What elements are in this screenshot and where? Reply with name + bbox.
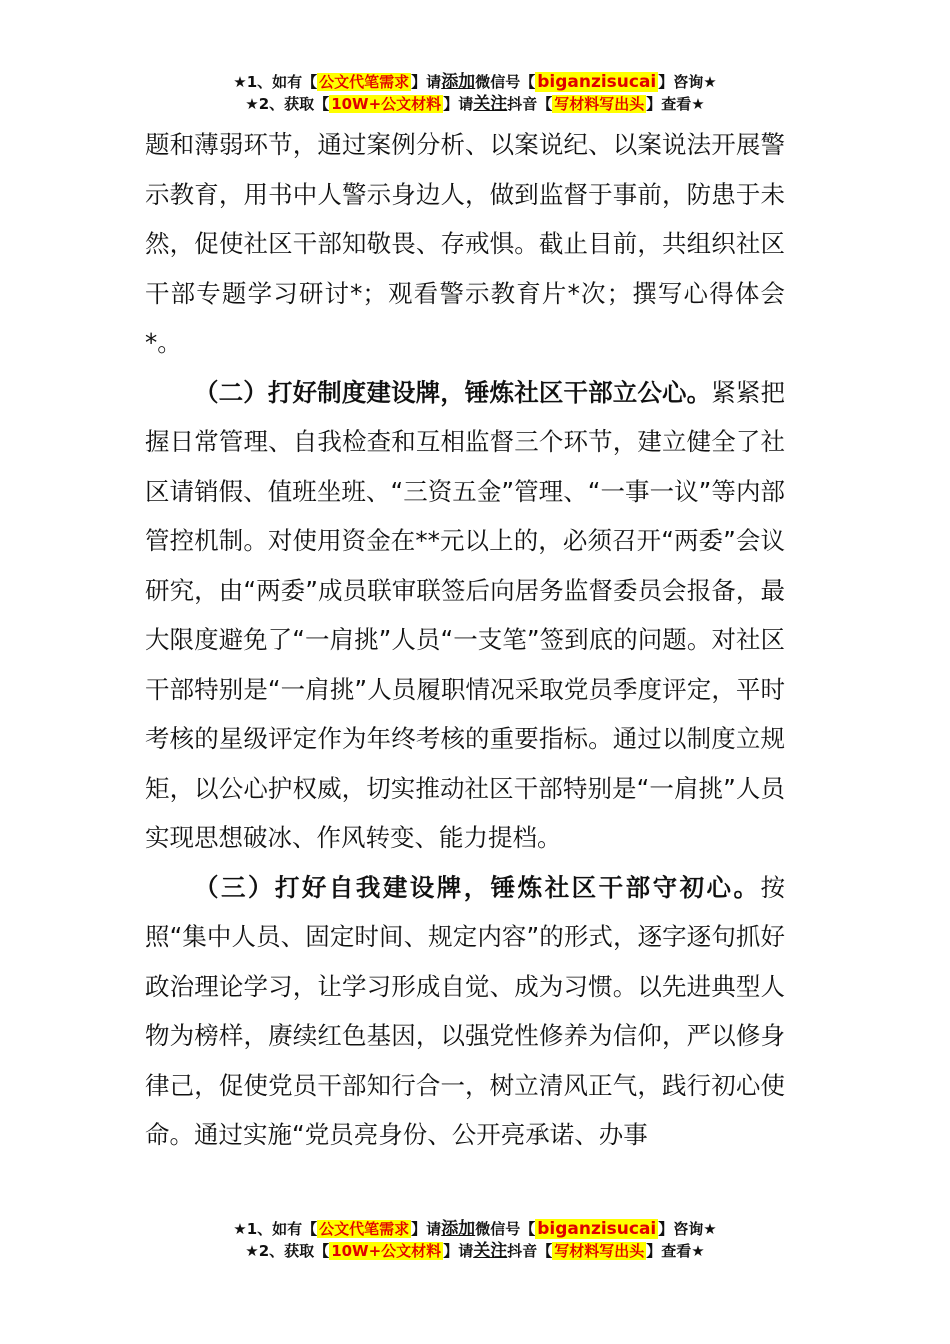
banner-text: 抖音【 [507, 1242, 553, 1260]
banner-underlined: 关注 [473, 94, 508, 114]
banner-text: 】请 [443, 95, 474, 113]
banner-line-1 [0, 1218, 950, 1240]
banner-line-2 [0, 1240, 950, 1262]
paragraph-3 [145, 863, 785, 1160]
banner-text: 微信号【 [475, 1220, 536, 1238]
banner-text: 】咨询★ [658, 1220, 717, 1238]
banner-text: 】咨询★ [658, 73, 717, 91]
banner-text: 】请 [411, 73, 442, 91]
banner-douyin-id: 写材料写出头 [554, 1242, 645, 1260]
banner-text: 】查看★ [646, 1242, 705, 1260]
banner-line-1 [0, 71, 950, 93]
banner-line-2 [0, 93, 950, 115]
banner-highlight: 公文代笔需求 [319, 73, 410, 91]
banner-highlight: 公文代笔需求 [319, 1220, 410, 1238]
banner-underlined: 关注 [473, 1241, 508, 1261]
banner-text: 】查看★ [646, 95, 705, 113]
paragraph-3-body: 按照“集中人员、固定时间、规定内容”的形式，逐字逐句抓好政治理论学习，让学习形成自觉、成为习惯。以先进典型人物为榜样，赓续红色基因，以强党性修养为信仰，严以修身律己，促使党员干部知行合一，树立清风正气，践行初心使命。通过实施“党员亮身份、公开亮承诺、办事 [145, 872, 785, 1149]
banner-wechat-id: biganzisucai [537, 1219, 657, 1239]
banner-douyin-id: 写材料写出头 [554, 95, 645, 113]
document-body [145, 120, 785, 1160]
paragraph-1: 题和薄弱环节，通过案例分析、以案说纪、以案说法开展警示教育，用书中人警示身边人，做到监督于事前，防患于未然，促使社区干部知敬畏、存戒惧。截止目前，共组织社区干部专题学习研讨*；观看警示教育片*次；撰写心得体会*。 [145, 130, 785, 357]
banner-underlined: 添加 [441, 1219, 476, 1239]
banner-text: 】请 [443, 1242, 474, 1260]
banner-wechat-id: biganzisucai [537, 72, 657, 92]
banner-underlined: 添加 [441, 72, 476, 92]
banner-text: ★1、如有【 [233, 1220, 318, 1238]
footer-banner [0, 1218, 950, 1262]
banner-text: ★1、如有【 [233, 73, 318, 91]
section-heading-3: （三）打好自我建设牌，锤炼社区干部守初心。 [194, 872, 761, 902]
banner-text: ★2、获取【 [245, 1242, 330, 1260]
section-heading-2: （二）打好制度建设牌，锤炼社区干部立公心。 [194, 377, 712, 407]
banner-text: 抖音【 [507, 95, 553, 113]
banner-highlight: 10W+公文材料 [331, 1242, 442, 1260]
banner-text: 】请 [411, 1220, 442, 1238]
banner-text: 微信号【 [475, 73, 536, 91]
paragraph-2-body: 紧紧把握日常管理、自我检查和互相监督三个环节，建立健全了社区请销假、值班坐班、“三资五金”管理、“一事一议”等内部管控机制。对使用资金在**元以上的，必须召开“两委”会议研究，由“两委”成员联审联签后向居务监督委员会报备，最大限度避免了“一肩挑”人员“一支笔”签到底的问题。对社区干部特别是“一肩挑”人员履职情况采取党员季度评定，平时考核的星级评定作为年终考核的重要指标。通过以制度立规矩，以公心护权威，切实推动社区干部特别是“一肩挑”人员实现思想破冰、作风转变、能力提档。 [145, 377, 786, 852]
banner-highlight: 10W+公文材料 [331, 95, 442, 113]
header-banner [0, 71, 950, 115]
banner-text: ★2、获取【 [245, 95, 330, 113]
paragraph-2 [145, 368, 785, 863]
